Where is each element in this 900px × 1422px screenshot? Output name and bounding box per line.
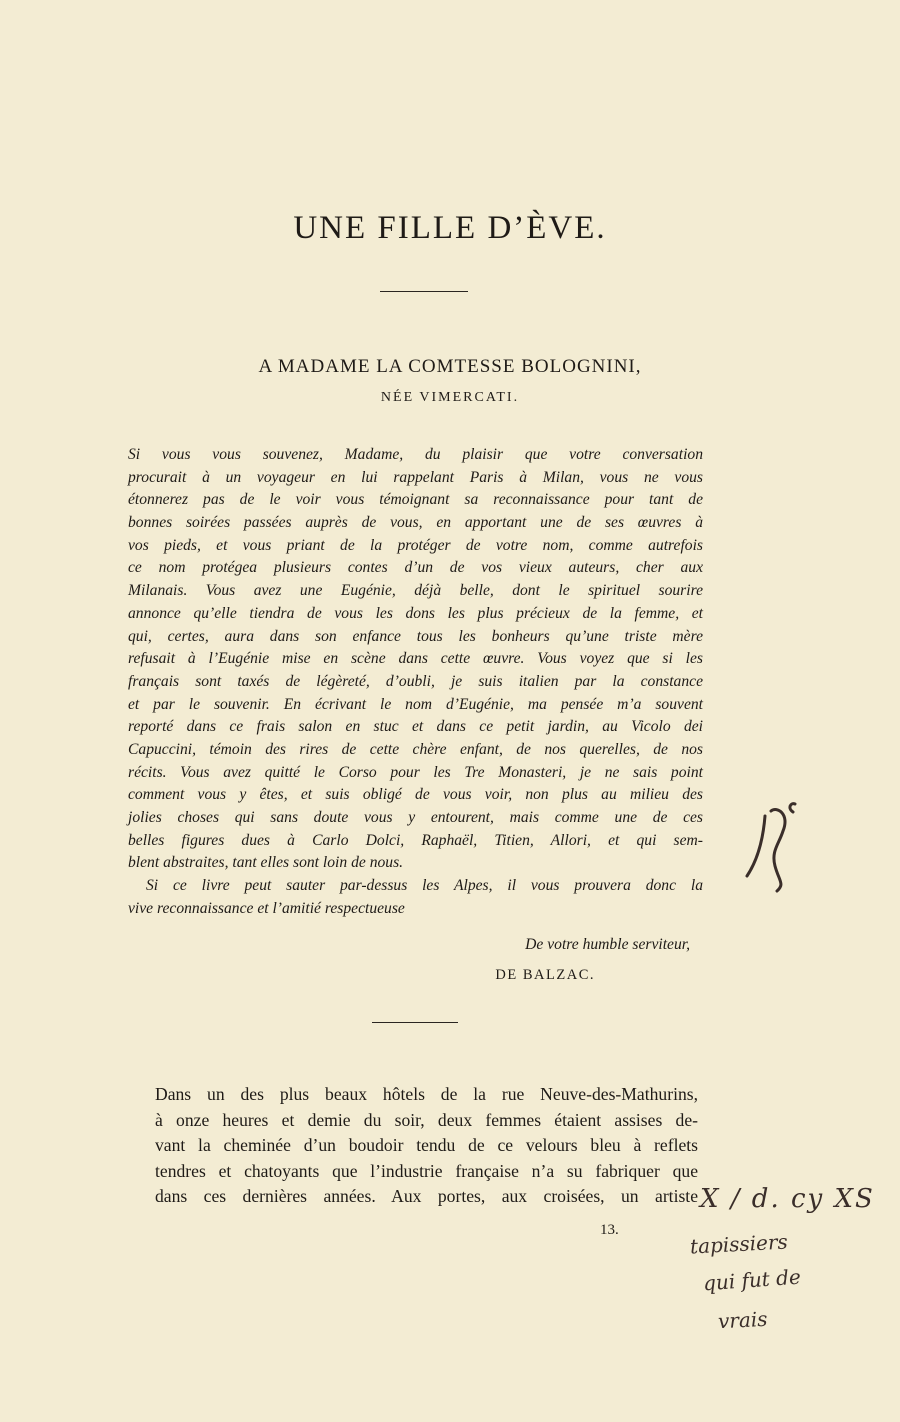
handwritten-note-line: vrais xyxy=(717,1306,769,1334)
letter-line: procurait à un voyageur en lui rappelant Paris à Milan, vous ne vous xyxy=(128,468,703,486)
letter-signature: DE BALZAC. xyxy=(495,967,595,983)
letter-line: étonnerez pas de le voir vous témoignant sa reconnaissance pour tant de xyxy=(128,491,703,509)
letter-line: comment vous y êtes, et suis obligé de vous voir, non plus au milieu des xyxy=(128,786,703,804)
letter-line: et par le souvenir. En écrivant le nom d’Eugénie, ma pensée m’a souvent xyxy=(128,695,703,713)
letter-line: vive reconnaissance et l’amitié respectueuse xyxy=(128,899,405,917)
letter-line: refusait à l’Eugénie mise en scène dans cette œuvre. Vous voyez que si les xyxy=(128,650,703,668)
chapter-title: UNE FILLE D’ÈVE. xyxy=(293,210,607,246)
letter-line: ce nom protégea plusieurs contes d’un de vos vieux auteurs, cher aux xyxy=(128,559,703,577)
section-divider xyxy=(372,1022,458,1023)
handwritten-note-line: X / d. cy XS xyxy=(700,1184,875,1214)
letter-line: Milanais. Vous avez une Eugénie, déjà belle, dont le spirituel sourire xyxy=(128,582,703,600)
letter-line: belles figures dues à Carlo Dolci, Raphaël, Titien, Allori, et qui sem- xyxy=(128,831,703,849)
letter-line: récits. Vous avez quitté le Corso pour les Tre Monasteri, je ne sais point xyxy=(128,763,703,781)
letter-line: annonce qu’elle tiendra de vous les dons les plus précieux de la femme, et xyxy=(128,604,703,622)
handwritten-margin-mark xyxy=(735,796,805,896)
letter-line: Si ce livre peut sauter par-dessus les Alpes, il vous prouvera donc la xyxy=(146,877,703,895)
letter-line: bonnes soirées passées auprès de vous, en apportant une de ses œuvres à xyxy=(128,514,703,532)
dedication-subheading: NÉE VIMERCATI. xyxy=(380,390,520,405)
letter-line: blent abstraites, tant elles sont loin de nous. xyxy=(128,854,404,872)
body-line: Dans un des plus beaux hôtels de la rue Neuve-des-Mathurins, xyxy=(155,1084,698,1104)
handwritten-note-line: qui fut de xyxy=(702,1264,802,1296)
chapter-body xyxy=(155,1082,698,1210)
body-line: tendres et chatoyants que l’industrie française n’a su fabriquer que xyxy=(155,1160,698,1181)
body-line: vant la cheminée d’un boudoir tendu de ce velours bleu à reflets xyxy=(155,1135,698,1155)
body-line: dans ces dernières années. Aux portes, aux croisées, un artiste xyxy=(155,1186,698,1206)
letter-closing: De votre humble serviteur, xyxy=(525,936,690,953)
letter-line: Capuccini, témoin des rires de cette chère enfant, de nos querelles, de nos xyxy=(128,740,703,758)
dedication-heading: A MADAME LA COMTESSE BOLOGNINI, xyxy=(258,356,642,377)
letter-line: français sont taxés de légèreté, d’oubli, je suis italien par la constance xyxy=(128,672,703,690)
title-divider xyxy=(380,291,468,292)
letter-line: jolies choses qui sans doute vous y entourent, mais comme une de ces xyxy=(128,809,703,826)
dedication-letter xyxy=(128,444,703,920)
letter-line: vos pieds, et vous priant de la protéger de votre nom, comme autrefois xyxy=(128,536,703,554)
body-line: à onze heures et demie du soir, deux femmes étaient assises de- xyxy=(155,1109,698,1130)
handwritten-note-line: tapissiers xyxy=(689,1229,789,1259)
page-number: 13. xyxy=(600,1222,619,1238)
letter-line: reporté dans ce frais salon en stuc et dans ce petit jardin, au Vicolo dei xyxy=(128,718,703,736)
letter-line: Si vous vous souvenez, Madame, du plaisir que votre conversation xyxy=(128,446,703,463)
letter-line: qui, certes, aura dans son enfance tous les bonheurs qu’une triste mère xyxy=(128,627,703,645)
